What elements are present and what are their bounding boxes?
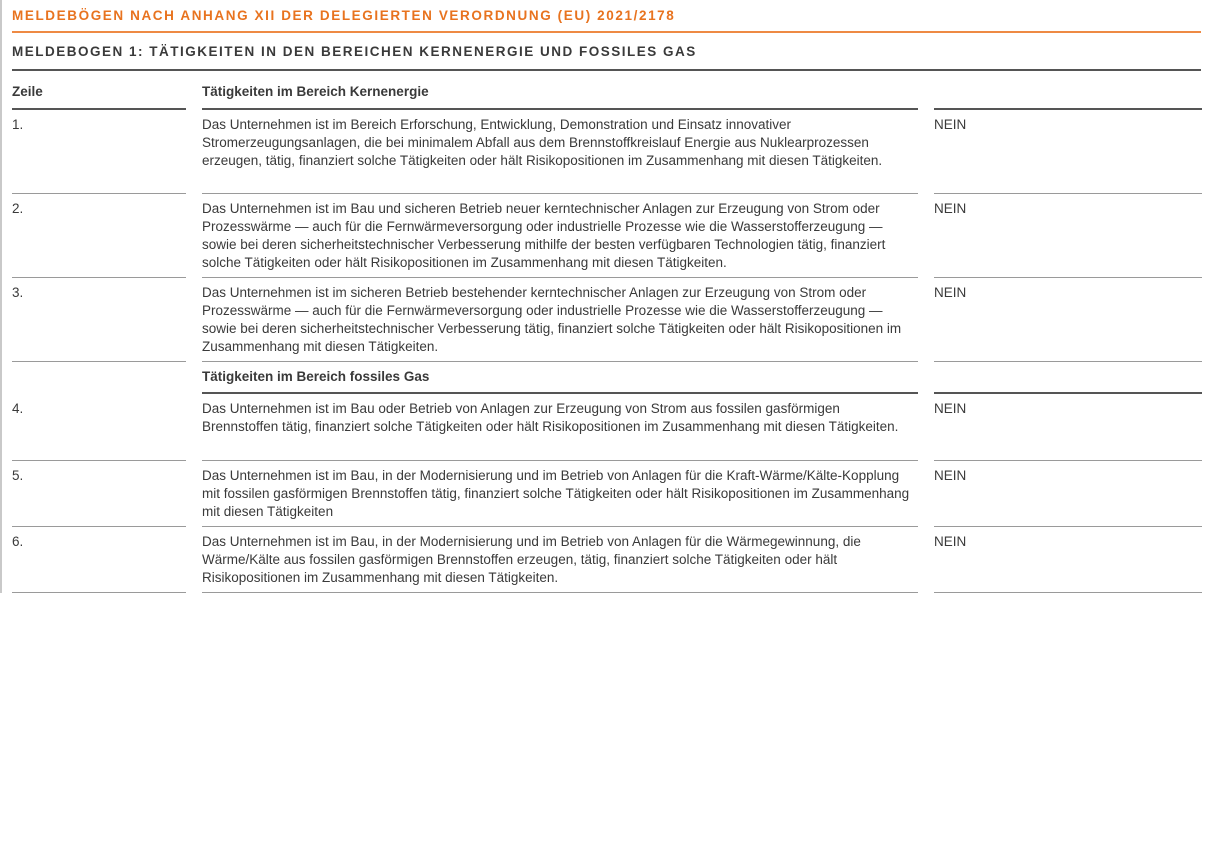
- section-header-nuclear: Tätigkeiten im Bereich Kernenergie: [202, 71, 918, 110]
- column-header-value: [934, 71, 1202, 110]
- row-value: NEIN: [934, 461, 1202, 527]
- section-header-spacer: [12, 362, 186, 394]
- row-number: 1.: [12, 110, 186, 194]
- row-value: NEIN: [934, 194, 1202, 278]
- row-value: NEIN: [934, 278, 1202, 362]
- row-number: 2.: [12, 194, 186, 278]
- row-value: NEIN: [934, 527, 1202, 593]
- row-text: Das Unternehmen ist im Bau und sicheren Betrieb neuer kerntechnischer Anlagen zur Erzeugung von Strom oder Prozesswärme — auch für die Fernwärmeversorgung oder industrielle Prozesse wie die Wasserstofferzeugung — sowie bei deren sicherheitstechnischer Verbesserung mithilfe der besten verfügbaren Technologien tätig, finanziert solche Tätigkeiten oder hält Risikopositionen im Zusammenhang mit diesen Tätigkeiten.: [202, 194, 918, 278]
- row-value: NEIN: [934, 394, 1202, 461]
- row-value: NEIN: [934, 110, 1202, 194]
- table-row: [12, 194, 1201, 278]
- row-number: 3.: [12, 278, 186, 362]
- table-row: [12, 527, 1201, 593]
- row-text: Das Unternehmen ist im Bau oder Betrieb von Anlagen zur Erzeugung von Strom aus fossilen gasförmigen Brennstoffen tätig, finanziert solche Tätigkeiten oder hält Risikopositionen im Zusammenhang mit diesen Tätigkeiten.: [202, 394, 918, 461]
- sub-title: MELDEBOGEN 1: TÄTIGKEITEN IN DEN BEREICHEN KERNENERGIE UND FOSSILES GAS: [12, 44, 1201, 71]
- section-header-value-spacer: [934, 362, 1202, 394]
- column-header-zeile: Zeile: [12, 71, 186, 110]
- table-row: [12, 110, 1201, 194]
- section-header-row: [12, 362, 1201, 394]
- row-text: Das Unternehmen ist im Bau, in der Modernisierung und im Betrieb von Anlagen für die Kraft-Wärme/Kälte-Kopplung mit fossilen gasförmigen Brennstoffen tätig, finanziert solche Tätigkeiten oder hält Risikopositionen im Zusammenhang mit diesen Tätigkeiten: [202, 461, 918, 527]
- table-header-row: [12, 71, 1201, 110]
- table-row: [12, 278, 1201, 362]
- row-number: 6.: [12, 527, 186, 593]
- main-title: MELDEBÖGEN NACH ANHANG XII DER DELEGIERTEN VERORDNUNG (EU) 2021/2178: [12, 0, 1201, 33]
- row-text: Das Unternehmen ist im sicheren Betrieb bestehender kerntechnischer Anlagen zur Erzeugung von Strom oder Prozesswärme — auch für die Fernwärmeversorgung oder industrielle Prozesse wie die Wasserstofferzeugung — sowie bei deren sicherheitstechnischer Verbesserung tätig, finanziert solche Tätigkeiten oder hält Risikopositionen im Zusammenhang mit diesen Tätigkeiten.: [202, 278, 918, 362]
- left-margin-rule: [0, 0, 2, 593]
- row-number: 5.: [12, 461, 186, 527]
- row-text: Das Unternehmen ist im Bereich Erforschung, Entwicklung, Demonstration und Einsatz innovativer Stromerzeugungsanlagen, die bei minimalem Abfall aus dem Brennstoffkreislauf Energie aus Nuklearprozessen erzeugen, tätig, finanziert solche Tätigkeiten oder hält Risikopositionen im Zusammenhang mit diesen Tätigkeiten.: [202, 110, 918, 194]
- section-header-gas: Tätigkeiten im Bereich fossiles Gas: [202, 362, 918, 394]
- table-row: [12, 461, 1201, 527]
- disclosure-table: [12, 71, 1201, 593]
- row-number: 4.: [12, 394, 186, 461]
- document-page: [12, 0, 1201, 593]
- table-row: [12, 394, 1201, 461]
- row-text: Das Unternehmen ist im Bau, in der Modernisierung und im Betrieb von Anlagen für die Wärmegewinnung, die Wärme/Kälte aus fossilen gasförmigen Brennstoffen erzeugen, tätig, finanziert solche Tätigkeiten oder hält Risikopositionen im Zusammenhang mit diesen Tätigkeiten.: [202, 527, 918, 593]
